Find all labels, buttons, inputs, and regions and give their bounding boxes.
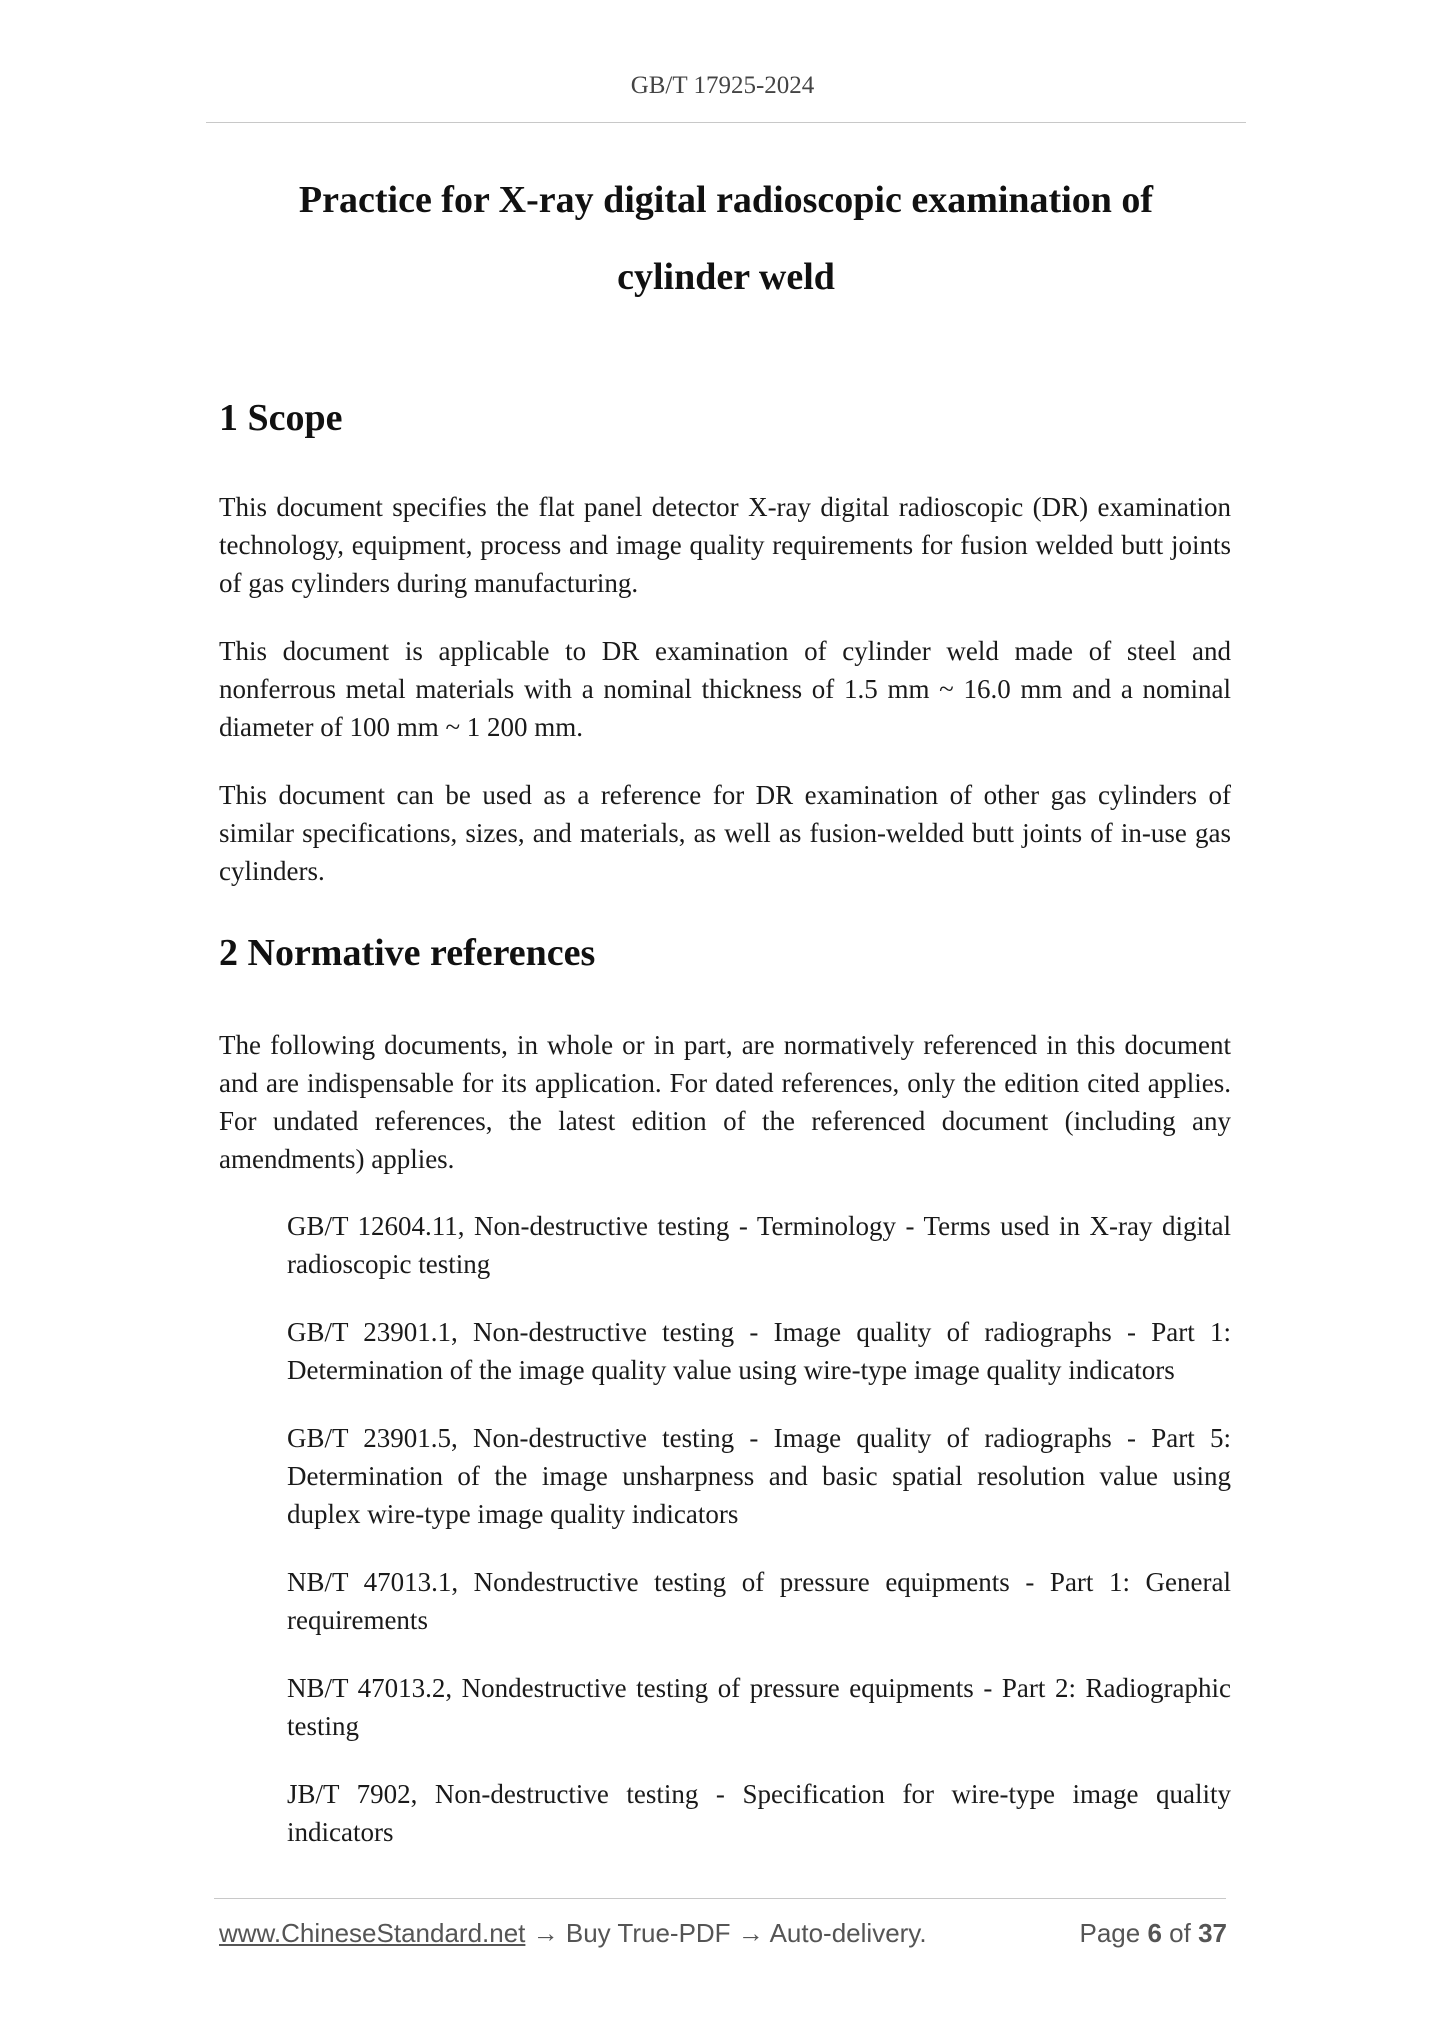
current-page-number: 6 [1147, 1918, 1162, 1948]
header-divider [206, 122, 1246, 123]
website-link[interactable]: www.ChineseStandard.net [219, 1918, 526, 1948]
section-heading-normative-references: 2 Normative references [219, 932, 596, 974]
footer-divider [214, 1898, 1226, 1899]
reference-item: GB/T 12604.11, Non-destructive testing - Terminology - Terms used in X-ray digital radioscopic testing [287, 1211, 1231, 1279]
document-title-line-2: cylinder weld [617, 256, 835, 298]
reference-item: NB/T 47013.1, Nondestructive testing of pressure equipments - Part 1: General requirements [287, 1567, 1231, 1635]
reference-item: GB/T 23901.5, Non-destructive testing - Image quality of radiographs - Part 5: Determination of the image unsharpness and basic spatial resolution value using duplex wire-type image quality indicators [287, 1423, 1231, 1529]
page-indicator [1079, 1918, 1227, 1949]
document-title-line-1: Practice for X-ray digital radioscopic examination of [298, 179, 1154, 221]
scope-paragraph-1: This document specifies the flat panel detector X-ray digital radioscopic (DR) examination technology, equipment, process and image quality requirements for fusion welded butt joints of gas cylinders during manufacturing. [219, 492, 1231, 598]
footer-promo [219, 1918, 927, 1949]
section-heading-scope: 1 Scope [219, 397, 343, 439]
reference-item: GB/T 23901.1, Non-destructive testing - Image quality of radiographs - Part 1: Determination of the image quality value using wire-type image quality indicators [287, 1317, 1231, 1385]
document-header-code: GB/T 17925-2024 [630, 72, 815, 99]
scope-paragraph-2: This document is applicable to DR examination of cylinder weld made of steel and nonferrous metal materials with a nominal thickness of 1.5 mm ~ 16.0 mm and a nominal diameter of 100 mm ~ 1 200 mm. [219, 636, 1231, 742]
document-title [206, 162, 1246, 316]
total-pages-number: 37 [1198, 1918, 1227, 1948]
reference-item: JB/T 7902, Non-destructive testing - Specification for wire-type image quality indicators [287, 1779, 1231, 1847]
scope-paragraph-3: This document can be used as a reference for DR examination of other gas cylinders of similar specifications, sizes, and materials, as well as fusion-welded butt joints of in-use gas cylinders. [219, 780, 1231, 886]
normative-references-intro: The following documents, in whole or in part, are normatively referenced in this document and are indispensable for its application. For dated references, only the edition cited applies. For undated references, the latest edition of the referenced document (including any amendments) applies. [219, 1030, 1231, 1174]
footer-tagline: → Buy True-PDF → Auto-delivery. [525, 1918, 927, 1948]
page-label: Page [1079, 1918, 1141, 1948]
of-label: of [1169, 1918, 1191, 1948]
reference-item: NB/T 47013.2, Nondestructive testing of pressure equipments - Part 2: Radiographic testing [287, 1673, 1231, 1741]
